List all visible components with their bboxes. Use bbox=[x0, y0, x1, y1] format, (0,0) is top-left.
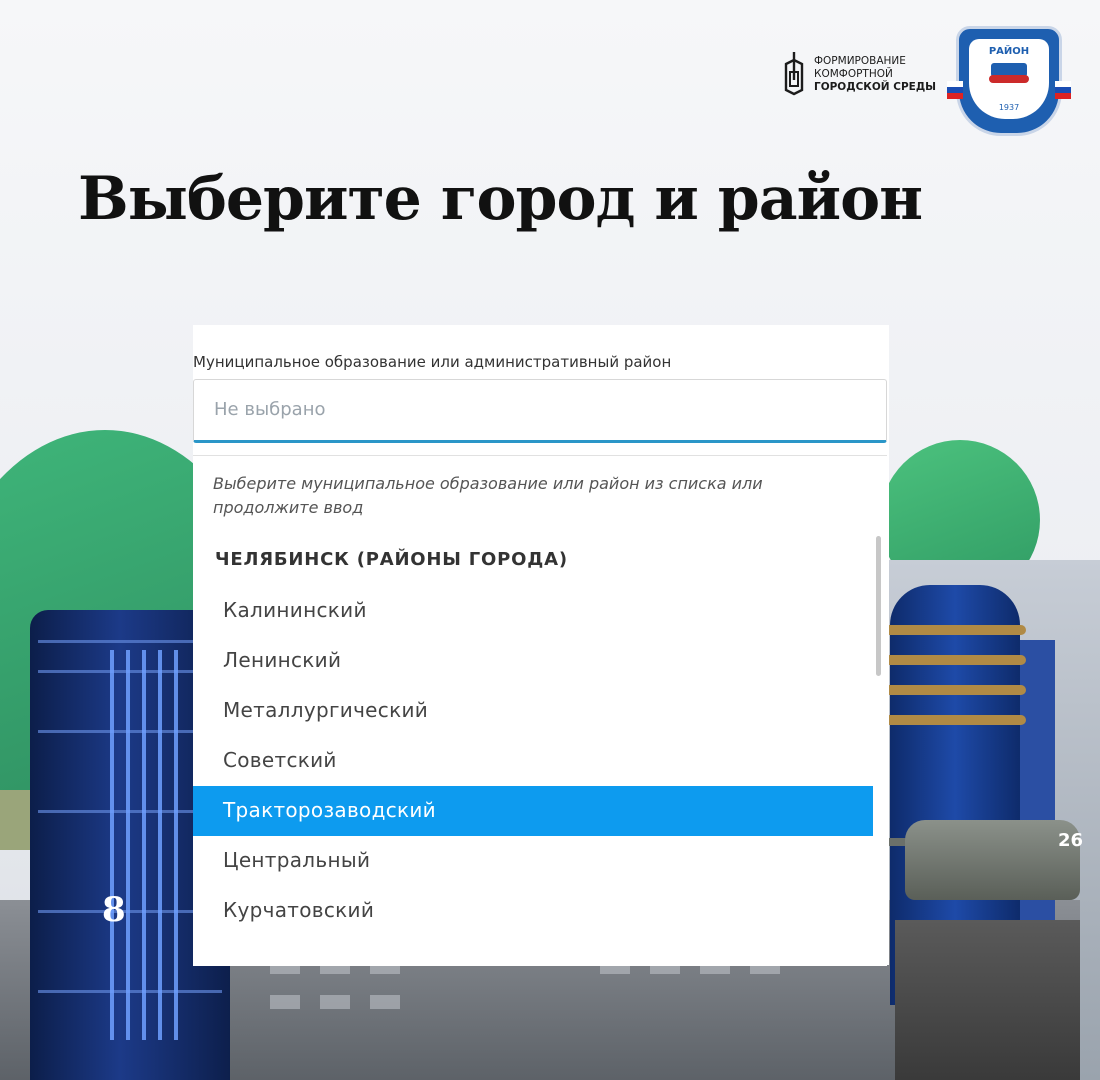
option-list bbox=[193, 586, 873, 936]
group-header: ЧЕЛЯБИНСК (РАЙОНЫ ГОРОДА) bbox=[215, 549, 568, 570]
brand-mark-icon bbox=[780, 50, 806, 98]
brand-text bbox=[814, 55, 936, 94]
dropdown-scrollbar[interactable] bbox=[876, 536, 881, 676]
district-emblem bbox=[956, 26, 1062, 136]
option-tsentralny[interactable]: Центральный bbox=[223, 848, 371, 872]
brand-line-3: ГОРОДСКОЙ СРЕДЫ bbox=[814, 80, 937, 93]
tank-monument bbox=[905, 820, 1080, 900]
option-kalininsky[interactable]: Калининский bbox=[223, 598, 367, 622]
option-kurchatovsky[interactable]: Курчатовский bbox=[223, 898, 375, 922]
option-leninsky[interactable]: Ленинский bbox=[223, 648, 342, 672]
field-label: Муниципальное образование или административный район bbox=[193, 353, 672, 371]
tractor-icon bbox=[987, 57, 1031, 85]
dropdown-list bbox=[193, 455, 887, 966]
monument-base bbox=[895, 920, 1080, 1080]
flag-icon-right bbox=[1055, 81, 1071, 99]
option-sovetsky[interactable]: Советский bbox=[223, 748, 337, 772]
emblem-year: 1937 bbox=[998, 103, 1020, 112]
select-placeholder: Не выбрано bbox=[214, 399, 326, 420]
tower-logo: 8 bbox=[102, 890, 126, 930]
option-metallurgichesky[interactable]: Металлургический bbox=[223, 698, 429, 722]
emblem-title: РАЙОН bbox=[988, 46, 1030, 57]
district-selector-panel bbox=[193, 325, 889, 965]
dropdown-hint: Выберите муниципальное образование или район из списка или продолжите ввод bbox=[213, 474, 763, 517]
emblem-shield bbox=[969, 39, 1049, 119]
brand-logo bbox=[780, 50, 936, 98]
page-title: Выберите город и район bbox=[78, 164, 923, 234]
flag-icon-left bbox=[947, 81, 963, 99]
district-select[interactable] bbox=[193, 379, 887, 443]
tank-number: 26 bbox=[1058, 830, 1084, 851]
brand-line-2: КОМФОРТНОЙ bbox=[814, 67, 893, 80]
option-traktorozavodsky[interactable]: Тракторозаводский bbox=[193, 786, 873, 836]
brand-line-1: ФОРМИРОВАНИЕ bbox=[814, 54, 906, 67]
